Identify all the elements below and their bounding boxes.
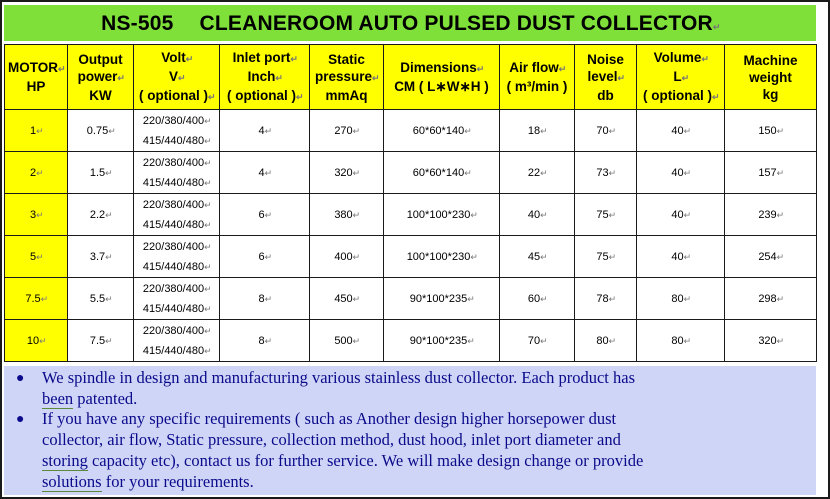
cell-volume: 80↵ bbox=[637, 320, 725, 362]
cell-hp: 1↵ bbox=[5, 110, 68, 152]
cell-weight: 320↵ bbox=[725, 320, 817, 362]
model-number: NS-505 bbox=[101, 12, 174, 35]
cell-kw: 5.5↵ bbox=[68, 278, 134, 320]
cell-hp: 3↵ bbox=[5, 194, 68, 236]
sheet-title: NS-505 CLEANEROOM AUTO PULSED DUST COLLECTOR↵ bbox=[4, 5, 816, 41]
cell-weight: 239↵ bbox=[725, 194, 817, 236]
header-inlet-port: Inlet port↵ Inch↵ ( optional )↵ bbox=[220, 45, 310, 110]
note-design: We spindle in design and manufacturing various stainless dust collector. Each product has been patented. bbox=[42, 368, 635, 408]
cell-static: 380↵ bbox=[310, 194, 384, 236]
cell-weight: 254↵ bbox=[725, 236, 817, 278]
cell-dimensions: 90*100*235↵ bbox=[384, 320, 500, 362]
table-row bbox=[5, 278, 817, 320]
header-noise-level: Noise level↵ db bbox=[575, 45, 637, 110]
header-volume: Volume↵ L↵ ( optional )↵ bbox=[637, 45, 725, 110]
table-row bbox=[5, 194, 817, 236]
cell-hp: 2↵ bbox=[5, 152, 68, 194]
spec-table bbox=[4, 44, 817, 362]
cell-noise: 80↵ bbox=[575, 320, 637, 362]
cell-weight: 298↵ bbox=[725, 278, 817, 320]
cell-inlet: 4↵ bbox=[220, 152, 310, 194]
table-row bbox=[5, 320, 817, 362]
table-row bbox=[5, 110, 817, 152]
cell-kw: 0.75↵ bbox=[68, 110, 134, 152]
cell-inlet: 8↵ bbox=[220, 278, 310, 320]
cell-weight: 150↵ bbox=[725, 110, 817, 152]
header-volt: Volt↵ V↵ ( optional )↵ bbox=[134, 45, 220, 110]
table-row bbox=[5, 236, 817, 278]
header-static-pressure: Static pressure↵ mmAq bbox=[310, 45, 384, 110]
cell-static: 270↵ bbox=[310, 110, 384, 152]
cell-kw: 7.5↵ bbox=[68, 320, 134, 362]
cell-volt: 220/380/400↵ 415/440/480↵ bbox=[134, 194, 220, 236]
cell-air-flow: 70↵ bbox=[500, 320, 575, 362]
bullet-icon: ● bbox=[16, 371, 25, 386]
cell-kw: 2.2↵ bbox=[68, 194, 134, 236]
cell-static: 500↵ bbox=[310, 320, 384, 362]
notes-panel bbox=[4, 366, 816, 495]
cell-air-flow: 18↵ bbox=[500, 110, 575, 152]
cell-volume: 80↵ bbox=[637, 278, 725, 320]
bullet-icon: ● bbox=[16, 412, 25, 427]
cell-dimensions: 60*60*140↵ bbox=[384, 152, 500, 194]
header-dimensions: Dimensions↵ CM ( L∗W∗H ) bbox=[384, 45, 500, 110]
cell-noise: 75↵ bbox=[575, 236, 637, 278]
cell-inlet: 4↵ bbox=[220, 110, 310, 152]
cell-volume: 40↵ bbox=[637, 236, 725, 278]
cell-volt: 220/380/400↵ 415/440/480↵ bbox=[134, 278, 220, 320]
cell-static: 450↵ bbox=[310, 278, 384, 320]
product-name: CLEANEROOM AUTO PULSED DUST COLLECTOR bbox=[199, 12, 713, 35]
cell-hp: 7.5↵ bbox=[5, 278, 68, 320]
header-machine-weight: Machine weight kg bbox=[725, 45, 817, 110]
cell-noise: 70↵ bbox=[575, 110, 637, 152]
cell-air-flow: 45↵ bbox=[500, 236, 575, 278]
cell-dimensions: 90*100*235↵ bbox=[384, 278, 500, 320]
cell-volt: 220/380/400↵ 415/440/480↵ bbox=[134, 110, 220, 152]
cell-volt: 220/380/400↵ 415/440/480↵ bbox=[134, 152, 220, 194]
cell-air-flow: 40↵ bbox=[500, 194, 575, 236]
cell-kw: 3.7↵ bbox=[68, 236, 134, 278]
cell-volume: 40↵ bbox=[637, 110, 725, 152]
cell-noise: 78↵ bbox=[575, 278, 637, 320]
header-row bbox=[5, 45, 817, 110]
cell-inlet: 6↵ bbox=[220, 236, 310, 278]
cell-inlet: 8↵ bbox=[220, 320, 310, 362]
cell-static: 320↵ bbox=[310, 152, 384, 194]
header-motor: MOTOR↵ HP bbox=[5, 45, 68, 110]
cell-noise: 75↵ bbox=[575, 194, 637, 236]
cell-dimensions: 100*100*230↵ bbox=[384, 236, 500, 278]
cell-volume: 40↵ bbox=[637, 152, 725, 194]
cell-static: 400↵ bbox=[310, 236, 384, 278]
table-row bbox=[5, 152, 817, 194]
header-air-flow: Air flow↵ ( m³/min ) bbox=[500, 45, 575, 110]
cell-volume: 40↵ bbox=[637, 194, 725, 236]
header-output-power: Output power↵ KW bbox=[68, 45, 134, 110]
cell-noise: 73↵ bbox=[575, 152, 637, 194]
cell-weight: 157↵ bbox=[725, 152, 817, 194]
cell-dimensions: 100*100*230↵ bbox=[384, 194, 500, 236]
note-requirements: If you have any specific requirements ( such as Another design higher horsepower dust collector, air flow, Static pressure, collection method, dust hood, inlet port diameter and storing capacity etc), contact us for further service. We will make design change or provide solutions for your requirements. bbox=[42, 409, 644, 491]
cell-air-flow: 22↵ bbox=[500, 152, 575, 194]
cell-inlet: 6↵ bbox=[220, 194, 310, 236]
cell-volt: 220/380/400↵ 415/440/480↵ bbox=[134, 320, 220, 362]
cell-air-flow: 60↵ bbox=[500, 278, 575, 320]
cell-dimensions: 60*60*140↵ bbox=[384, 110, 500, 152]
cell-hp: 10↵ bbox=[5, 320, 68, 362]
cell-volt: 220/380/400↵ 415/440/480↵ bbox=[134, 236, 220, 278]
cell-hp: 5↵ bbox=[5, 236, 68, 278]
cell-kw: 1.5↵ bbox=[68, 152, 134, 194]
